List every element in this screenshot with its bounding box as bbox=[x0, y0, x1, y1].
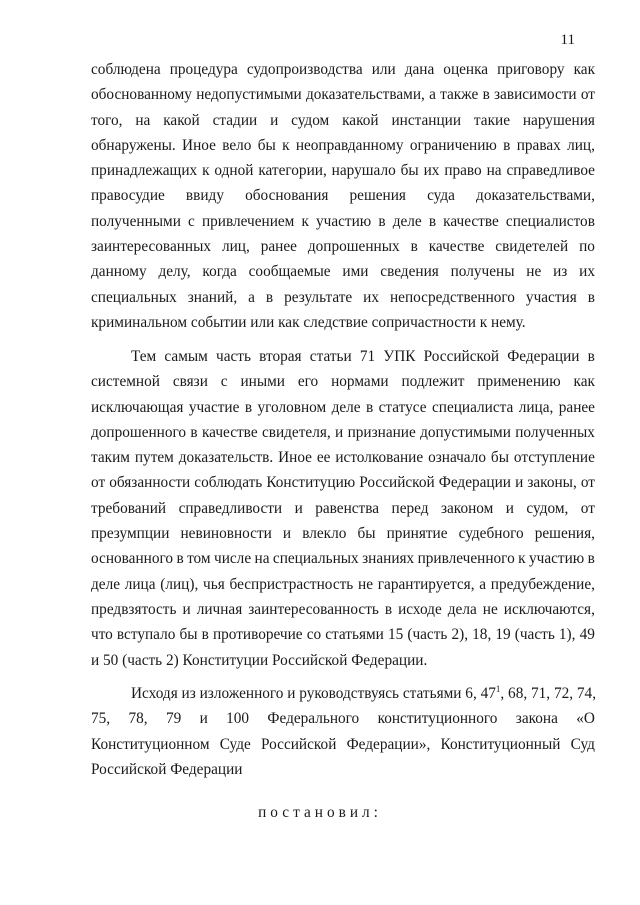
word: самым bbox=[164, 348, 208, 365]
word: их bbox=[363, 288, 380, 306]
word: соблюдать bbox=[194, 474, 263, 492]
word: требований bbox=[91, 499, 167, 517]
word: Федерации», bbox=[346, 735, 431, 753]
word: заинтересованных bbox=[91, 238, 212, 256]
word: и bbox=[505, 499, 514, 517]
text-line bbox=[91, 234, 595, 259]
word: отступление bbox=[513, 449, 595, 467]
word: заинтересованность bbox=[248, 600, 379, 618]
word: решения, bbox=[534, 525, 595, 543]
word: участию bbox=[528, 550, 585, 568]
text-line: и 50 (часть 2) Конституции Российской Федерации. bbox=[91, 651, 428, 669]
word: к bbox=[282, 136, 290, 154]
word: Суде bbox=[219, 735, 251, 753]
word: суда bbox=[427, 187, 455, 205]
word: со bbox=[306, 626, 322, 644]
word: лиц, bbox=[567, 136, 595, 154]
word: судом bbox=[291, 111, 330, 129]
word: не bbox=[482, 600, 498, 618]
word: а bbox=[479, 575, 487, 593]
word: Федерации bbox=[507, 348, 580, 365]
word: к bbox=[202, 162, 210, 180]
word: из bbox=[553, 263, 568, 281]
text-line bbox=[91, 572, 595, 597]
text-line bbox=[91, 285, 595, 310]
word: и bbox=[294, 499, 303, 517]
word: «О bbox=[576, 710, 595, 728]
word: допустимыми bbox=[420, 423, 511, 441]
word: доказательствами, bbox=[305, 86, 425, 104]
word: справедливости bbox=[178, 499, 283, 517]
word: правосудие bbox=[91, 187, 165, 205]
word: (часть bbox=[514, 626, 555, 644]
text-line: Российской Федерации bbox=[91, 760, 243, 778]
word: нормами bbox=[331, 373, 389, 391]
word: приговору bbox=[497, 61, 565, 78]
word: ранее bbox=[558, 398, 595, 416]
word: судебного bbox=[458, 525, 524, 543]
word: на bbox=[135, 111, 151, 129]
word: принадлежащих bbox=[91, 162, 198, 180]
word: противоречие bbox=[212, 626, 303, 644]
word: полученных bbox=[515, 423, 595, 441]
word: качестве bbox=[443, 212, 499, 230]
word: также bbox=[440, 86, 479, 104]
text-line bbox=[91, 133, 595, 158]
word: 79 bbox=[165, 710, 182, 728]
word: равенства bbox=[315, 499, 380, 517]
superscript: 1 bbox=[495, 684, 501, 694]
word: том bbox=[187, 550, 211, 568]
word: обоснованному bbox=[91, 86, 192, 104]
word: доказательств. bbox=[178, 449, 274, 467]
word: и bbox=[199, 710, 208, 728]
word: их bbox=[579, 263, 595, 281]
word: статьями bbox=[325, 626, 384, 644]
word: и bbox=[270, 111, 279, 129]
word: того, bbox=[91, 111, 123, 129]
word: допрошенного bbox=[91, 423, 187, 441]
word: их bbox=[423, 162, 440, 180]
text-line bbox=[91, 259, 595, 284]
text-line bbox=[91, 82, 595, 107]
word: невиновности bbox=[180, 525, 272, 543]
word: Конституционном bbox=[91, 735, 210, 753]
word: деле bbox=[91, 575, 120, 593]
word: какой bbox=[342, 111, 379, 129]
word: бы bbox=[400, 162, 419, 180]
word: сообщаемые bbox=[248, 263, 331, 281]
word: инстанции bbox=[391, 111, 462, 129]
word: соблюдена bbox=[91, 61, 161, 78]
word: истолкование bbox=[335, 449, 424, 467]
word: Федерального bbox=[267, 710, 360, 728]
word: с bbox=[220, 373, 228, 391]
word: свидетелей bbox=[495, 238, 569, 256]
word: в bbox=[365, 398, 374, 416]
word: в bbox=[482, 86, 490, 104]
word: доказательствами, bbox=[476, 187, 595, 205]
word: презумпции bbox=[91, 525, 170, 543]
word: недопустимыми bbox=[196, 86, 302, 104]
word: в bbox=[587, 288, 595, 306]
word: к bbox=[301, 212, 309, 230]
word: решения bbox=[349, 187, 406, 205]
text-line bbox=[91, 369, 595, 394]
word: Федерации bbox=[438, 474, 511, 492]
word: и bbox=[182, 600, 191, 618]
word: или bbox=[371, 61, 396, 78]
word: связи bbox=[172, 373, 208, 391]
word: участие bbox=[188, 398, 240, 416]
text-line bbox=[91, 706, 595, 731]
word: неоправданному bbox=[295, 136, 404, 154]
word: нарушения bbox=[522, 111, 595, 129]
word: получены bbox=[450, 263, 515, 281]
word: чья bbox=[203, 575, 225, 593]
word: часть bbox=[216, 348, 251, 365]
word: от bbox=[580, 499, 595, 517]
word: Российской bbox=[261, 735, 337, 753]
word: не bbox=[358, 575, 374, 593]
word: в bbox=[587, 550, 595, 568]
word: Российской bbox=[359, 474, 435, 492]
word: когда bbox=[202, 263, 237, 281]
word: 2), bbox=[451, 626, 469, 644]
text-line bbox=[91, 622, 595, 647]
word: системной bbox=[91, 373, 160, 391]
word: перед bbox=[391, 499, 429, 517]
word: не bbox=[526, 263, 542, 281]
text-line bbox=[91, 209, 595, 234]
word: с bbox=[188, 212, 195, 230]
word: ранее bbox=[260, 238, 297, 256]
text-line bbox=[91, 470, 595, 495]
word: иными bbox=[240, 373, 285, 391]
word: в bbox=[587, 348, 595, 365]
word: исходе bbox=[398, 600, 442, 618]
word: обязанности bbox=[109, 474, 191, 492]
word: качестве bbox=[201, 423, 258, 441]
word: а bbox=[248, 288, 255, 306]
word: ограничению bbox=[409, 136, 497, 154]
word: стадии bbox=[212, 111, 258, 129]
word: законом bbox=[440, 499, 494, 517]
word: и bbox=[282, 525, 292, 543]
word: на bbox=[486, 162, 502, 180]
word: обоснования bbox=[245, 187, 329, 205]
word: деле bbox=[392, 212, 422, 230]
word: к bbox=[518, 550, 526, 568]
word: статусе bbox=[378, 398, 427, 416]
word: лица, bbox=[518, 398, 554, 416]
word: бы bbox=[357, 525, 376, 543]
word: данному bbox=[91, 263, 147, 281]
word: в bbox=[190, 423, 198, 441]
text-line bbox=[91, 344, 595, 369]
word: деле bbox=[331, 398, 361, 416]
word: в bbox=[428, 212, 437, 230]
word: 75, bbox=[91, 710, 111, 728]
word: в bbox=[410, 238, 418, 256]
word: сведения bbox=[380, 263, 439, 281]
text-line bbox=[91, 108, 595, 133]
word: знаний, bbox=[187, 288, 238, 306]
word: таким bbox=[91, 449, 130, 467]
word: от bbox=[580, 86, 595, 104]
word: а bbox=[429, 86, 436, 104]
word: какой bbox=[163, 111, 200, 129]
word: подлежит bbox=[401, 373, 465, 391]
word: статьи bbox=[309, 348, 352, 365]
word: 15 bbox=[387, 626, 404, 644]
word: дана bbox=[404, 61, 435, 78]
word: вступало bbox=[116, 626, 176, 644]
word: 78, bbox=[128, 710, 148, 728]
word: на bbox=[254, 550, 270, 568]
word: основанного bbox=[91, 550, 174, 568]
word: делу, bbox=[158, 263, 191, 281]
word: 1), bbox=[558, 626, 576, 644]
word: законы, bbox=[527, 474, 577, 492]
word: непосредственного bbox=[389, 288, 515, 306]
text-segment: Исходя из изложенного и руководствуясь статьями 6, 47 bbox=[131, 685, 496, 702]
word: привлеченного bbox=[417, 550, 515, 568]
word: что bbox=[91, 626, 113, 644]
word: полученными bbox=[91, 212, 181, 230]
word: числе bbox=[214, 550, 252, 568]
word: (лиц), bbox=[160, 575, 199, 593]
word: 19 bbox=[495, 626, 511, 644]
word: ввиду bbox=[185, 187, 224, 205]
word: применению bbox=[477, 373, 561, 391]
word: лица bbox=[124, 575, 156, 593]
text-line bbox=[91, 183, 595, 208]
word: в bbox=[201, 626, 209, 644]
word: лиц, bbox=[221, 238, 250, 256]
word: результате bbox=[284, 288, 353, 306]
word: означало bbox=[428, 449, 487, 467]
word: оценка bbox=[443, 61, 489, 78]
word: судопроизводства bbox=[246, 61, 363, 78]
word: и bbox=[335, 423, 344, 441]
word: закона bbox=[515, 710, 558, 728]
word: исключающая bbox=[91, 398, 184, 416]
word: Российской bbox=[423, 348, 500, 365]
word: процедура bbox=[169, 61, 238, 78]
word: предубеждение, bbox=[490, 575, 595, 593]
text-line bbox=[91, 395, 595, 420]
word: от bbox=[580, 474, 595, 492]
text-line bbox=[91, 681, 595, 706]
word: принятие bbox=[386, 525, 448, 543]
word: уголовном bbox=[257, 398, 327, 416]
word: качестве bbox=[428, 238, 485, 256]
word: судом, bbox=[526, 499, 569, 517]
word: бы bbox=[179, 626, 198, 644]
word: вело bbox=[222, 136, 252, 154]
word: признание bbox=[347, 423, 416, 441]
word: исключаются, bbox=[503, 600, 595, 618]
word: в bbox=[244, 398, 253, 416]
word: справедливое bbox=[506, 162, 595, 180]
word: как bbox=[573, 373, 595, 391]
word: его bbox=[297, 373, 319, 391]
text-segment: , 68, 71, 72, 74, bbox=[500, 685, 597, 702]
word: в bbox=[378, 212, 386, 230]
word: (часть bbox=[407, 626, 448, 644]
word: Тем bbox=[131, 348, 157, 365]
word: влекло bbox=[302, 525, 347, 543]
word: специальных bbox=[272, 550, 359, 568]
word: Конституцию bbox=[266, 474, 356, 492]
word: дела bbox=[447, 600, 477, 618]
paragraph-1 bbox=[91, 57, 595, 335]
word: конституционного bbox=[377, 710, 498, 728]
word: зависимости bbox=[494, 86, 577, 104]
word: категории, bbox=[258, 162, 327, 180]
word: ее bbox=[316, 449, 331, 467]
word: участия bbox=[525, 288, 577, 306]
word: в bbox=[384, 600, 393, 618]
word: одной bbox=[214, 162, 254, 180]
word: 18, bbox=[472, 626, 492, 644]
word: от bbox=[91, 474, 106, 492]
word: 100 bbox=[226, 710, 250, 728]
word: привлечением bbox=[201, 212, 295, 230]
word: в bbox=[265, 288, 274, 306]
word: Иное bbox=[182, 136, 216, 154]
word: нарушало bbox=[331, 162, 396, 180]
text-line: криминальном событии или как следствие сопричастности к нему. bbox=[91, 313, 526, 331]
word: допрошенных bbox=[307, 238, 400, 256]
word: свидетеля, bbox=[261, 423, 331, 441]
word: УПК bbox=[383, 348, 416, 365]
text-line bbox=[91, 521, 595, 546]
word: такие bbox=[473, 111, 510, 129]
word: как bbox=[573, 61, 595, 78]
word: в bbox=[176, 550, 184, 568]
text-line bbox=[91, 420, 595, 445]
word: бы bbox=[257, 136, 276, 154]
word: предвзятость bbox=[91, 600, 177, 618]
text-line bbox=[91, 597, 595, 622]
paragraph-2 bbox=[91, 344, 595, 673]
word: 49 bbox=[579, 626, 595, 644]
text-line bbox=[91, 546, 595, 571]
word: бы bbox=[490, 449, 509, 467]
word: знаниях bbox=[362, 550, 415, 568]
word: в bbox=[503, 136, 511, 154]
text-line bbox=[91, 158, 595, 183]
word: правах bbox=[516, 136, 561, 154]
word: ими bbox=[342, 263, 369, 281]
text-line bbox=[91, 732, 595, 757]
word: участию bbox=[316, 212, 372, 230]
word: личная bbox=[196, 600, 243, 618]
word: Суд bbox=[570, 735, 595, 753]
page-number: 11 bbox=[560, 32, 575, 48]
word: специалиста bbox=[431, 398, 514, 416]
word: Конституционный bbox=[440, 735, 561, 753]
word: вторая bbox=[259, 348, 302, 365]
word: Иное bbox=[278, 449, 312, 467]
word: и bbox=[515, 474, 524, 492]
word: специалистов bbox=[505, 212, 595, 230]
word: право bbox=[444, 162, 482, 180]
text-line bbox=[91, 445, 595, 470]
word: 71 bbox=[359, 348, 376, 365]
paragraph-3 bbox=[91, 681, 595, 782]
resolution-heading: постановил: bbox=[258, 804, 382, 821]
word: беспристрастность bbox=[229, 575, 354, 593]
text-line bbox=[91, 496, 595, 521]
text-line bbox=[91, 57, 595, 82]
word: гарантируется, bbox=[377, 575, 475, 593]
word: специальных bbox=[91, 288, 177, 306]
word: по bbox=[579, 238, 595, 256]
word: путем bbox=[134, 449, 174, 467]
word: обнаружены. bbox=[91, 136, 176, 154]
